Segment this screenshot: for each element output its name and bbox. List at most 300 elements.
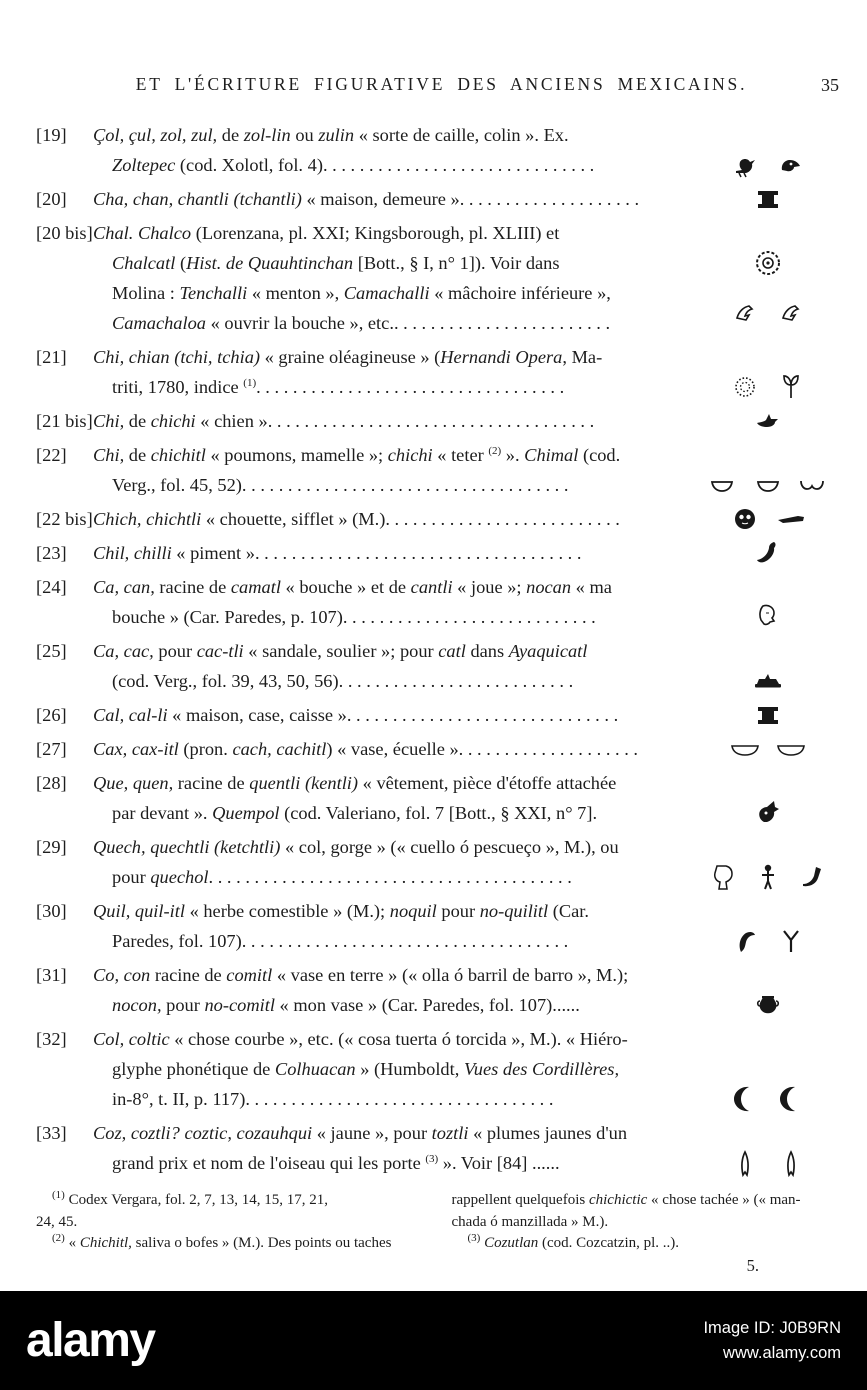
entry-number: [23] <box>36 543 67 563</box>
text-segment: ». Voir [84] ...... <box>438 1153 560 1173</box>
glyph-margin <box>694 896 847 956</box>
dot-leader: .............................. <box>322 155 599 175</box>
entry-text <box>36 120 694 180</box>
text-segment: « joue »; <box>452 577 527 597</box>
dictionary-entry <box>36 960 847 1020</box>
glyph-margin <box>694 218 847 338</box>
text-segment: Cha, chan, chantli (tchantli) <box>93 189 302 209</box>
text-segment: Cax, cax-itl <box>93 739 179 759</box>
entry-line <box>36 1054 694 1084</box>
text-segment: Hist. de Quauhtinchan <box>186 253 354 273</box>
glyph-group <box>694 504 841 534</box>
dot-leader: .............................. <box>346 705 623 725</box>
text-segment: rappellent quelquefois <box>451 1192 589 1208</box>
text-segment: chichitl <box>150 445 206 465</box>
glyph-group <box>694 926 841 956</box>
text-segment: nocon, <box>112 995 162 1015</box>
entry-number: [29] <box>36 837 67 857</box>
glyph-group <box>694 538 841 568</box>
entry-line <box>36 798 694 828</box>
text-segment: grand prix et nom de l'oiseau qui les porte <box>112 1153 426 1173</box>
glyph-margin <box>694 572 847 632</box>
image-id-label: Image ID: J0B9RN <box>703 1318 841 1337</box>
glyph-margin <box>694 1118 847 1178</box>
dot-leader: .................................. <box>256 377 569 397</box>
text-segment: Quech, quechtli (ketchtli) <box>93 837 281 857</box>
text-segment: ( <box>175 253 187 273</box>
text-segment: Chi, <box>93 445 125 465</box>
entry-text <box>36 832 694 892</box>
text-segment: cantli <box>410 577 453 597</box>
text-segment: « plumes jaunes d'un <box>468 1123 628 1143</box>
signature-mark: 5. <box>746 1256 759 1275</box>
text-segment: « jaune », pour <box>312 1123 432 1143</box>
text-segment: ou <box>290 125 319 145</box>
dictionary-entry <box>36 700 847 730</box>
text-segment: pour <box>112 867 151 887</box>
footnote-line <box>36 1212 418 1234</box>
dictionary-entry <box>36 406 847 436</box>
text-segment: catl <box>438 641 466 661</box>
entry-number: [20] <box>36 189 67 209</box>
glyph-margin <box>694 538 847 568</box>
text-segment: (Lorenzana, pl. XXI; Kingsborough, pl. XLIII) et <box>191 223 560 243</box>
face-glyph-icon <box>753 602 783 632</box>
bird-head-glyph-icon <box>776 150 806 180</box>
bowl-glyph-icon <box>776 734 806 764</box>
entry-line <box>36 700 694 730</box>
house-glyph-icon <box>753 700 783 730</box>
entry-text <box>36 768 694 828</box>
entry-line <box>36 218 694 248</box>
text-segment: « piment » <box>171 543 255 563</box>
entry-number: [33] <box>36 1123 67 1143</box>
entry-line <box>36 184 694 214</box>
entry-line <box>36 768 694 798</box>
text-segment: ». <box>501 445 525 465</box>
text-segment: « menton », <box>247 283 344 303</box>
text-segment: (cod. Cozcatzin, pl. ..). <box>538 1235 680 1251</box>
glyph-group <box>694 470 841 500</box>
pot-glyph-icon <box>753 990 783 1020</box>
text-segment: « mon vase » (Car. Paredes, fol. 107)...... <box>274 995 580 1015</box>
text-segment: chichi <box>150 411 196 431</box>
glyph-group <box>694 666 841 696</box>
glyph-margin <box>694 406 847 436</box>
entry-line <box>36 1118 694 1148</box>
chili-glyph-icon <box>753 538 783 568</box>
dot-leader: .......................... <box>338 671 578 691</box>
text-segment: « ouvrir la bouche », etc. <box>206 313 394 333</box>
text-segment: Que, quen, <box>93 773 174 793</box>
text-segment: « maison, case, caisse » <box>167 705 347 725</box>
text-segment: « mâchoire inférieure », <box>429 283 611 303</box>
dictionary-entry <box>36 120 847 180</box>
text-segment: « col, gorge » (« cuello ó pescueço », M.), ou <box>280 837 619 857</box>
text-segment: (2) <box>52 1233 65 1244</box>
entry-line <box>36 602 694 632</box>
entry-number: [20 bis] <box>36 223 93 243</box>
dot-leader: .................... <box>458 739 643 759</box>
text-segment: quechol <box>150 867 209 887</box>
entry-line <box>36 926 694 956</box>
glyph-margin <box>694 342 847 402</box>
text-segment: no-quilitl <box>479 901 549 921</box>
text-segment: (Car. <box>548 901 589 921</box>
text-segment: Co, con <box>93 965 151 985</box>
text-segment: in-8°, t. II, p. 117) <box>112 1089 246 1109</box>
glyph-margin <box>694 504 847 534</box>
entry-number: [26] <box>36 705 67 725</box>
dot-leader: .................... <box>459 189 644 209</box>
text-segment: « teter <box>432 445 489 465</box>
text-segment: Chimal <box>524 445 579 465</box>
entry-line <box>36 832 694 862</box>
text-segment: « herbe comestible » (M.); <box>184 901 390 921</box>
text-segment: triti, 1780, indice <box>112 377 244 397</box>
text-segment: « chose courbe », etc. (« cosa tuerta ó torcida », M.). « Hiéro- <box>169 1029 628 1049</box>
yplant-glyph-icon <box>776 926 806 956</box>
entry-text <box>36 896 694 956</box>
dot-leader: .................................. <box>245 1089 559 1109</box>
glyph-group <box>694 406 841 436</box>
glyph-group <box>694 990 841 1020</box>
entry-text <box>36 504 694 534</box>
feather-glyph-icon <box>776 1148 806 1178</box>
text-segment: Çol, çul, zol, zul, <box>93 125 218 145</box>
text-segment: « maison, demeure » <box>301 189 460 209</box>
chia-glyph-icon <box>730 372 760 402</box>
text-segment: (3) <box>467 1233 481 1244</box>
entry-line <box>36 862 694 892</box>
entry-line <box>36 248 694 278</box>
entry-line <box>36 538 694 568</box>
dot-leader: .................................... <box>241 475 574 495</box>
dictionary-entry <box>36 832 847 892</box>
entry-line <box>36 896 694 926</box>
text-segment: Chi, chian (tchi, tchia) <box>93 347 261 367</box>
text-segment: no-comitl <box>204 995 275 1015</box>
entry-line <box>36 636 694 666</box>
text-segment: de <box>217 125 244 145</box>
entry-line <box>36 990 694 1020</box>
text-segment: « <box>64 1235 80 1251</box>
entry-text <box>36 538 694 568</box>
glyph-group <box>694 1084 841 1114</box>
glyph-group <box>694 1148 841 1178</box>
text-segment: glyphe phonétique de <box>112 1059 275 1079</box>
entry-text <box>36 1118 694 1178</box>
glyph-margin <box>694 734 847 764</box>
text-segment: Ca, cac, <box>93 641 154 661</box>
text-segment: Molina : <box>112 283 180 303</box>
text-segment: Cozutlan <box>484 1235 539 1251</box>
house-glyph-icon <box>753 184 783 214</box>
text-segment: dans <box>465 641 509 661</box>
text-segment: Col, coltic <box>93 1029 170 1049</box>
text-segment: Cal, cal-li <box>93 705 168 725</box>
text-segment: Codex Vergara, fol. 2, 7, 13, 14, 15, 17, 21, <box>64 1192 328 1208</box>
entry-line <box>36 572 694 602</box>
text-segment: (pron. <box>178 739 233 759</box>
dot-leader: ........................ <box>393 313 615 333</box>
entry-text <box>36 342 694 402</box>
footnote-column-right <box>452 1190 834 1255</box>
footnote-line <box>36 1190 418 1212</box>
watermark-bar <box>0 1291 867 1390</box>
text-segment: de <box>124 445 151 465</box>
footnote-line <box>452 1212 834 1234</box>
dictionary-entry <box>36 1118 847 1178</box>
entry-line <box>36 666 694 696</box>
glyph-group <box>694 372 841 402</box>
torso-glyph-icon <box>707 862 737 892</box>
glyph-margin <box>694 120 847 180</box>
dictionary-entry <box>36 538 847 568</box>
text-segment: « vase en terre » (« olla ó barril de barro », M.); <box>272 965 629 985</box>
entry-line <box>36 150 694 180</box>
arm-glyph-icon <box>799 862 829 892</box>
text-segment: « sorte de caille, colin ». Ex. <box>354 125 569 145</box>
text-segment: zulin <box>318 125 355 145</box>
entry-text <box>36 960 694 1020</box>
quail-glyph-icon <box>730 150 760 180</box>
glyph-margin <box>694 960 847 1020</box>
text-segment: bouche » (Car. Paredes, p. 107) <box>112 607 343 627</box>
glyph-group <box>694 184 841 214</box>
entry-text <box>36 1024 694 1114</box>
dictionary-entry <box>36 896 847 956</box>
dictionary-entry <box>36 218 847 338</box>
glyph-margin <box>694 832 847 892</box>
text-segment: noquil <box>389 901 437 921</box>
footnote-line <box>452 1233 834 1255</box>
entry-line <box>36 960 694 990</box>
text-segment: pour <box>436 901 480 921</box>
text-segment: Paredes, fol. 107) <box>112 931 242 951</box>
text-segment: (cod. Xolotl, fol. 4) <box>175 155 323 175</box>
text-segment: (cod. Valeriano, fol. 7 [Bott., § XXI, n° 7]. <box>279 803 598 823</box>
text-segment: Chi, <box>93 411 125 431</box>
text-segment: (2) <box>488 444 502 457</box>
text-segment: Camachalli <box>343 283 430 303</box>
entry-text <box>36 572 694 632</box>
text-segment: chichi <box>387 445 433 465</box>
glyph-margin <box>694 184 847 214</box>
glyph-margin <box>694 700 847 730</box>
entries-list <box>36 120 847 1178</box>
entry-line <box>36 1084 694 1114</box>
entry-number: [21] <box>36 347 67 367</box>
dot-leader: .......................... <box>385 509 625 529</box>
entry-text <box>36 734 694 764</box>
cup-glyph-icon <box>707 470 737 500</box>
text-segment: « bouche » et de <box>280 577 411 597</box>
text-segment: « chouette, sifflet » (M.) <box>201 509 386 529</box>
glyph-margin <box>694 440 847 500</box>
whistle-glyph-icon <box>776 504 806 534</box>
text-segment: Colhuacan <box>274 1059 356 1079</box>
entry-number: [25] <box>36 641 67 661</box>
text-segment: Quempol <box>212 803 280 823</box>
entry-text <box>36 440 694 500</box>
text-segment: Coz, coztli? coztic, cozauhqui <box>93 1123 313 1143</box>
dot-leader: .................................... <box>254 543 587 563</box>
text-segment: racine de <box>150 965 227 985</box>
entry-number: [22 bis] <box>36 509 93 529</box>
entry-number: [30] <box>36 901 67 921</box>
glyph-group <box>694 862 841 892</box>
glyph-group <box>694 296 841 326</box>
text-segment: racine de <box>154 577 231 597</box>
running-title: ET L'ÉCRITURE FIGURATIVE DES ANCIENS MEXICAINS. <box>135 74 748 94</box>
dictionary-entry <box>36 184 847 214</box>
entry-text <box>36 636 694 696</box>
entry-line <box>36 504 694 534</box>
entry-number: [24] <box>36 577 67 597</box>
entry-line <box>36 372 694 402</box>
sprout-glyph-icon <box>730 926 760 956</box>
page-header <box>36 74 847 102</box>
text-segment: de <box>124 411 151 431</box>
text-segment: racine de <box>173 773 250 793</box>
text-segment: quentli (kentli) <box>249 773 359 793</box>
crescent-glyph-icon <box>730 1084 760 1114</box>
entry-line <box>36 440 694 470</box>
text-segment: Camachaloa <box>112 313 206 333</box>
text-segment: (3) <box>425 1152 439 1165</box>
text-segment: Vues des Cordillères, <box>463 1059 620 1079</box>
text-segment: « poumons, mamelle »; <box>205 445 388 465</box>
dictionary-entry <box>36 440 847 500</box>
text-segment: comitl <box>226 965 273 985</box>
entry-line <box>36 470 694 500</box>
glyph-group <box>694 150 841 180</box>
footnote-line <box>452 1190 834 1212</box>
glyph-group <box>694 798 841 828</box>
text-segment: (1) <box>52 1190 65 1201</box>
text-segment: zol-lin <box>243 125 291 145</box>
text-segment: chada ó manzillada » M.). <box>451 1213 609 1230</box>
watermark-info <box>703 1316 841 1366</box>
entry-line <box>36 120 694 150</box>
text-segment: pour <box>161 995 205 1015</box>
entry-number: [21 bis] <box>36 411 93 431</box>
text-segment: (cod. <box>578 445 621 465</box>
entry-number: [22] <box>36 445 67 465</box>
figure-glyph-icon <box>753 862 783 892</box>
text-segment: Chichitl, <box>79 1235 132 1251</box>
text-segment: [Bott., § I, n° 1]). Voir dans <box>353 253 560 273</box>
head-glyph-icon <box>753 798 783 828</box>
footnote-line <box>36 1233 418 1255</box>
text-segment: Chalcatl <box>112 253 176 273</box>
text-segment: 24, 45. <box>36 1213 78 1230</box>
dictionary-entry <box>36 734 847 764</box>
footnote-column-left <box>36 1190 418 1255</box>
entry-line <box>36 734 694 764</box>
glyph-margin <box>694 1024 847 1114</box>
text-segment: » (Humboldt, <box>355 1059 464 1079</box>
dictionary-entry <box>36 572 847 632</box>
dot-leader: .................................... <box>267 411 599 431</box>
text-segment: Quil, quil-itl <box>93 901 185 921</box>
text-segment: « graine oléagineuse » ( <box>260 347 441 367</box>
plant-glyph-icon <box>776 372 806 402</box>
dictionary-entry <box>36 768 847 828</box>
hand-glyph-icon <box>730 296 760 326</box>
feather-glyph-icon <box>730 1148 760 1178</box>
cups-glyph-icon <box>799 470 829 500</box>
text-segment: « chose tachée » (« man- <box>647 1192 801 1208</box>
text-segment: camatl <box>230 577 281 597</box>
text-segment: cac-tli <box>196 641 244 661</box>
text-segment: Ayaquicatl <box>508 641 588 661</box>
glyph-margin <box>694 636 847 696</box>
text-segment: « chien » <box>195 411 268 431</box>
entry-line <box>36 406 694 436</box>
cup-glyph-icon <box>753 470 783 500</box>
text-segment: par devant ». <box>112 803 213 823</box>
glyph-group <box>694 700 841 730</box>
alamy-url: www.alamy.com <box>723 1343 841 1362</box>
text-segment: nocan <box>526 577 572 597</box>
text-segment: Ca, can, <box>93 577 155 597</box>
entry-text <box>36 406 694 436</box>
dot-leader: ............................ <box>342 607 601 627</box>
text-segment: saliva o bofes » (M.). Des points ou taches <box>131 1235 392 1251</box>
entry-text <box>36 184 694 214</box>
entry-line <box>36 1148 694 1178</box>
entry-text <box>36 218 694 338</box>
owl-glyph-icon <box>730 504 760 534</box>
entry-line <box>36 278 694 308</box>
sandal-glyph-icon <box>753 666 783 696</box>
text-segment: Tenchalli <box>179 283 248 303</box>
bowl-glyph-icon <box>730 734 760 764</box>
hand-glyph-icon <box>776 296 806 326</box>
entry-number: [32] <box>36 1029 67 1049</box>
text-segment: chichictic <box>588 1192 648 1208</box>
text-segment: Chal. Chalco <box>93 223 192 243</box>
glyph-group <box>694 602 841 632</box>
text-segment: Hernandi Opera <box>440 347 563 367</box>
text-segment: (1) <box>243 376 257 389</box>
glyph-group <box>694 734 841 764</box>
glyph-margin <box>694 768 847 828</box>
text-segment: , Ma- <box>562 347 603 367</box>
dictionary-entry <box>36 1024 847 1114</box>
dictionary-entry <box>36 342 847 402</box>
entry-number: [27] <box>36 739 67 759</box>
dictionary-entry <box>36 504 847 534</box>
alamy-logo: alamy <box>26 1314 155 1367</box>
footnotes-section <box>36 1190 847 1255</box>
entry-number: [31] <box>36 965 67 985</box>
entry-number: [19] <box>36 125 67 145</box>
text-segment: cach, cachitl <box>232 739 327 759</box>
text-segment: Verg., fol. 45, 52) <box>112 475 242 495</box>
dictionary-entry <box>36 636 847 696</box>
crescent-glyph-icon <box>776 1084 806 1114</box>
text-segment: ) « vase, écuelle » <box>326 739 459 759</box>
text-segment: « vêtement, pièce d'étoffe attachée <box>358 773 617 793</box>
disc-glyph-icon <box>753 248 783 278</box>
dog-glyph-icon <box>753 406 783 436</box>
entry-line <box>36 308 694 338</box>
entry-line <box>36 342 694 372</box>
entry-text <box>36 700 694 730</box>
